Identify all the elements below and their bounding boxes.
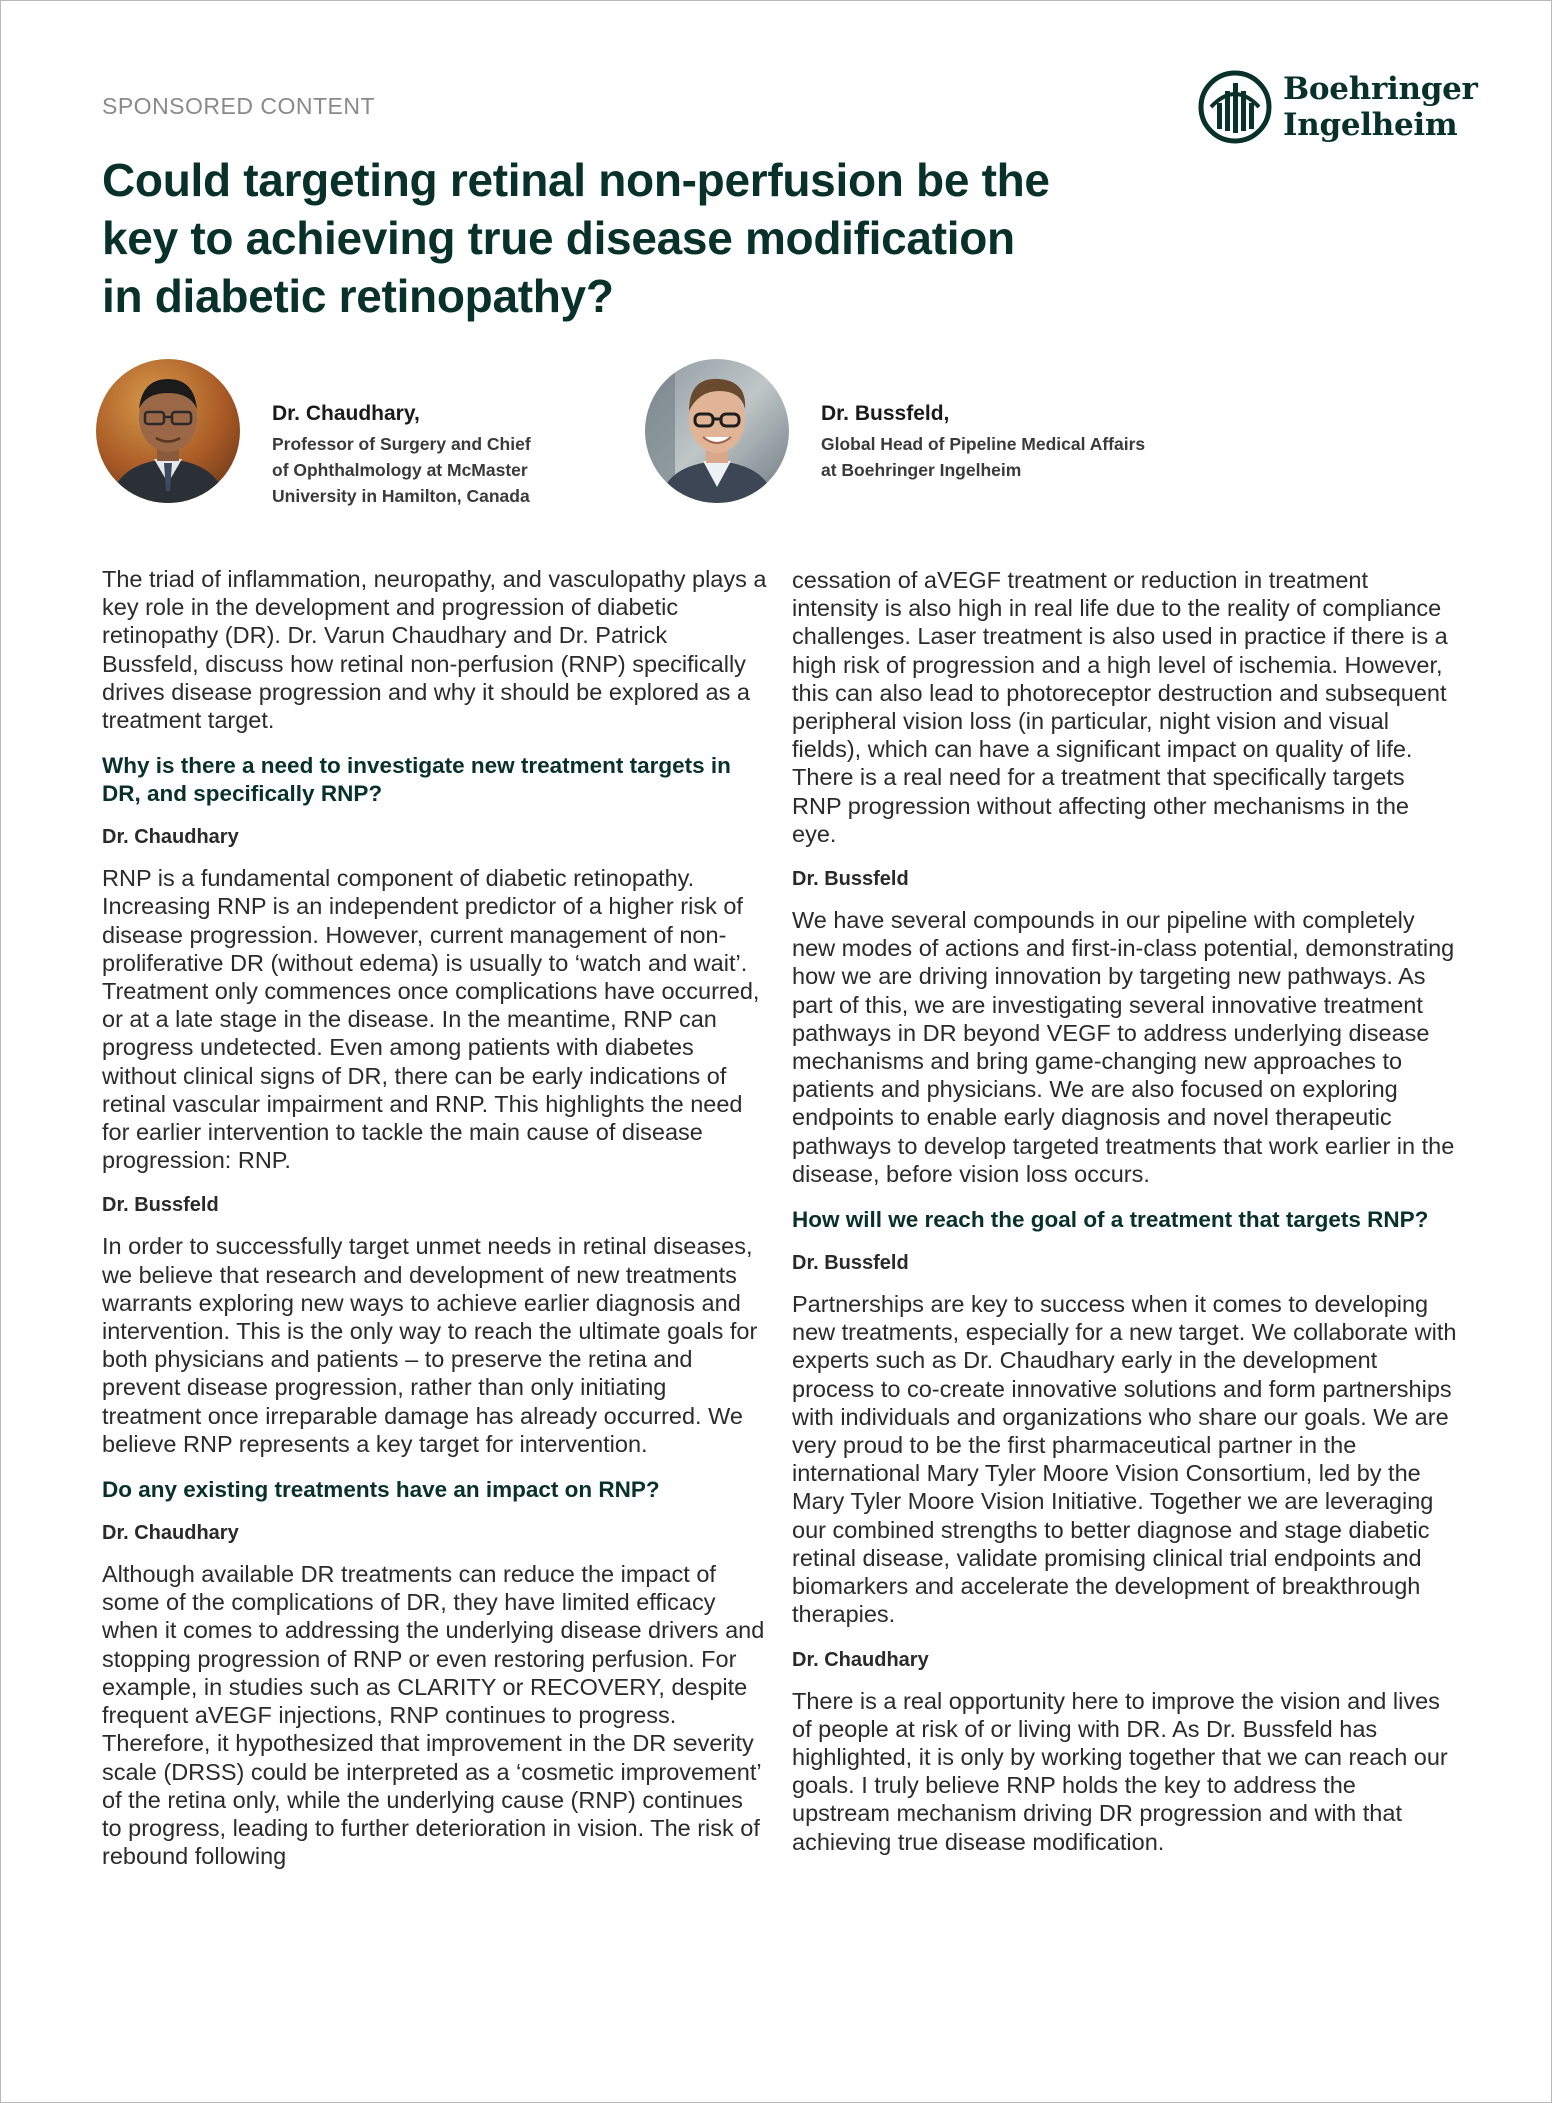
logo-line-2: Ingelheim <box>1283 107 1458 143</box>
intro-paragraph: The triad of inflammation, neuropathy, and vasculopathy plays a key role in the development and progression of diabetic retinopathy (DR). Dr. Varun Chaudhary and Dr. Patrick Bussfeld, discuss how retinal non-perfusion (RNP) specifically drives disease progression and why it should be explored as a treatment target. <box>102 566 767 734</box>
answer-paragraph: There is a real opportunity here to improve the vision and lives of people at risk of or living with DR. As Dr. Bussfeld has highlighted, it is only by working together that we can reach our goals. I truly believe RNP holds the key to address the upstream mechanism driving DR progression and with that achieving true disease modification. <box>792 1687 1448 1855</box>
answer-paragraph: RNP is a fundamental component of diabetic retinopathy. Increasing RNP is an independent predictor of a higher risk of disease progression. However, current management of non-proliferative DR (without edema) is usually to ‘watch and wait’. Treatment only commences once complications have occurred, or at a late stage in the disease. In the meantime, RNP can progress undetected. Even among patients with diabetes without clinical signs of DR, there can be early indications of retinal vascular impairment and RNP. This highlights the need for earlier intervention to tackle the main cause of disease progression: RNP. <box>102 865 760 1174</box>
speaker-label: Dr. Bussfeld <box>102 1194 219 1217</box>
portrait-bussfeld-icon <box>645 359 789 503</box>
speaker-label: Dr. Chaudhary <box>102 1522 239 1545</box>
author-info-chaudhary <box>272 359 531 509</box>
right-column <box>792 566 1457 1874</box>
answer-paragraph: In order to successfully target unmet needs in retinal diseases, we believe that research and development of new treatments warrants exploring new ways to achieve earlier diagnosis and intervention. This is the only way to reach the ultimate goals for both physicians and patients – to preserve the retina and prevent disease progression, rather than only initiating treatment once irreparable damage has already occurred. We believe RNP represents a key target for intervention. <box>102 1233 758 1457</box>
speaker-label: Dr. Bussfeld <box>792 1252 909 1275</box>
author-name: Dr. Bussfeld, <box>821 402 950 425</box>
author-chaudhary <box>96 359 531 509</box>
boehringer-logo <box>1197 69 1478 145</box>
logo-wordmark <box>1283 71 1478 143</box>
avatar-chaudhary <box>96 359 240 503</box>
portrait-chaudhary-icon <box>96 359 240 503</box>
left-column <box>102 565 767 1888</box>
author-role: Global Head of Pipeline Medical Affairs at Boehringer Ingelheim <box>821 434 1146 480</box>
speaker-label: Dr. Chaudhary <box>792 1648 929 1671</box>
answer-paragraph: Partnerships are key to success when it comes to developing new treatments, especially for a new target. We collaborate with experts such as Dr. Chaudhary early in the development process to co-create innovative solutions and form partnerships with individuals and organizations who share our goals. We are very proud to be the first pharmaceutical partner in the international Mary Tyler Moore Vision Consortium, led by the Mary Tyler Moore Vision Initiative. Together we are leveraging our combined strengths to better diagnose and stage diabetic retinal disease, validate promising clinical trial endpoints and biomarkers and accelerate the development of breakthrough therapies. <box>792 1291 1457 1628</box>
author-info-bussfeld <box>821 359 1145 483</box>
answer-paragraph: We have several compounds in our pipeline with completely new modes of actions and first-in-class potential, demonstrating how we are driving innovation by targeting new pathways. As part of this, we are investigating several innovative treatment pathways in DR beyond VEGF to address underlying disease mechanisms and bring game-changing new approaches to patients and physicians. We are also focused on exploring endpoints to enable early diagnosis and novel therapeutic pathways to develop targeted treatments that work earlier in the disease, before vision loss occurs. <box>792 907 1455 1187</box>
author-bussfeld <box>645 359 1145 503</box>
question-heading: Do any existing treatments have an impact on RNP? <box>102 1477 660 1503</box>
speaker-label: Dr. Chaudhary <box>102 826 239 849</box>
speaker-label: Dr. Bussfeld <box>792 868 909 891</box>
avatar-bussfeld <box>645 359 789 503</box>
question-heading: Why is there a need to investigate new treatment targets in DR, and specifically RNP? <box>102 753 731 807</box>
author-role: Professor of Surgery and Chief of Ophthalmology at McMaster University in Hamilton, Canada <box>272 434 531 506</box>
page-title: Could targeting retinal non-perfusion be the key to achieving true disease modification in diabetic retinopathy? <box>102 154 1050 322</box>
answer-paragraph: Although available DR treatments can reduce the impact of some of the complications of DR, they have limited efficacy when it comes to addressing the underlying disease drivers and stopping progression of RNP or even restoring perfusion. For example, in studies such as CLARITY or RECOVERY, despite frequent aVEGF injections, RNP continues to progress. Therefore, it hypothesized that improvement in the DR severity scale (DRSS) could be interpreted as a ‘cosmetic improvement’ of the retina only, while the underlying cause (RNP) continues to progress, leading to further deterioration in vision. The risk of rebound following <box>102 1561 765 1870</box>
author-name: Dr. Chaudhary, <box>272 402 420 425</box>
sponsored-label: SPONSORED CONTENT <box>102 93 376 119</box>
question-heading: How will we reach the goal of a treatment that targets RNP? <box>792 1207 1429 1233</box>
answer-paragraph: cessation of aVEGF treatment or reduction in treatment intensity is also high in real life due to the reality of compliance challenges. Laser treatment is also used in practice if there is a high risk of progression and a high level of ischemia. However, this can also lead to photoreceptor destruction and subsequent peripheral vision loss (in particular, night vision and visual fields), which can have a significant impact on quality of life. There is a real need for a treatment that specifically targets RNP progression without affecting other mechanisms in the eye. <box>792 567 1448 847</box>
logo-line-1: Boehringer <box>1283 71 1478 107</box>
boehringer-logo-icon <box>1197 69 1273 145</box>
